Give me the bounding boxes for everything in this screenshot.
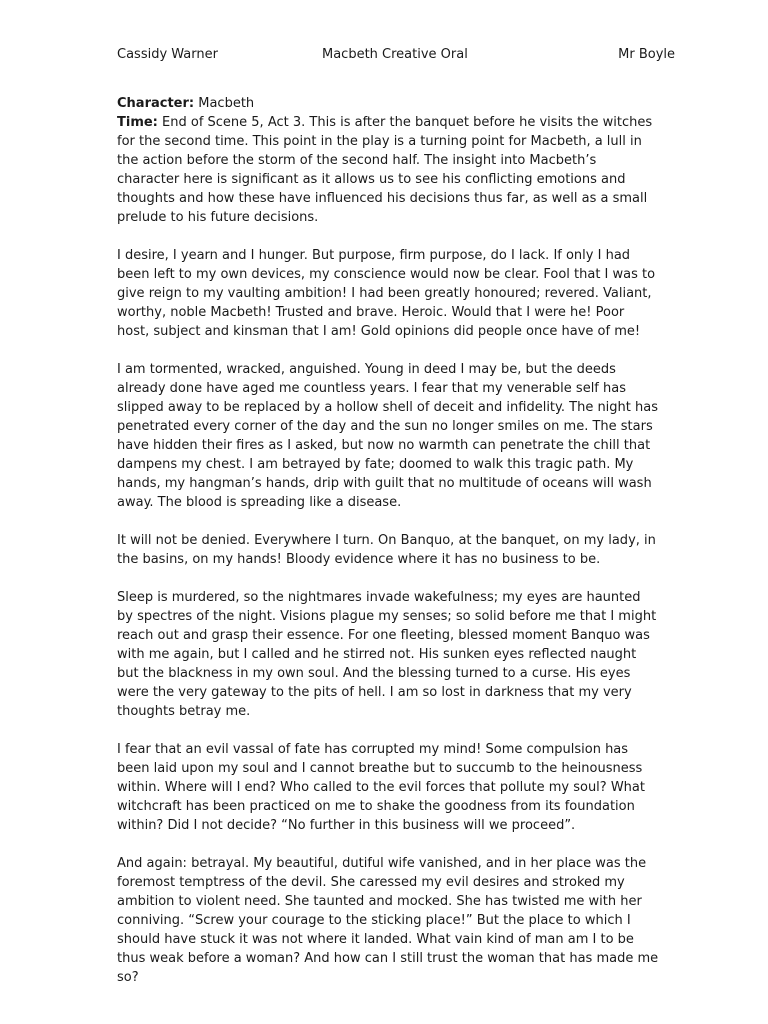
document-title: Macbeth Creative Oral [322,47,468,62]
body-paragraph: I am tormented, wracked, anguished. Young in deed I may be, but the deeds already done have aged me countless years. I fear that my venerable self has slipped away to be replaced by a hollow shell of deceit and infidelity. The night has penetrated every corner of the day and the sun no longer smiles on me. The stars have hidden their fires as I asked, but now no warmth can penetrate the chill that dampens my chest. I am betrayed by fate; doomed to walk this tragic path. My hands, my hangman’s hands, drip with guilt that no multitude of oceans will wash away. The blood is spreading like a disease. [117,362,658,510]
body-paragraph: I fear that an evil vassal of fate has corrupted my mind! Some compulsion has been laid upon my soul and I cannot breathe but to succumb to the heinousness within. Where will I end? Who called to the evil forces that pollute my soul? What witchcraft has been practiced on me to shake the goodness from its foundation within? Did I not decide? “No further in this business will we proceed”. [117,742,645,833]
body-paragraph: Sleep is murdered, so the nightmares invade wakefulness; my eyes are haunted by spectres of the night. Visions plague my senses; so solid before me that I might reach out and grasp their essence. For one fleeting, blessed moment Banquo was with me again, but I called and he stirred not. His sunken eyes reflected naught but the blackness in my own soul. And the blessing turned to a curse. His eyes were the very gateway to the pits of hell. I am so lost in darkness that my very thoughts betray me. [117,590,657,719]
character-line [117,94,659,113]
time-paragraph [117,113,659,227]
document-body [117,94,659,1006]
body-paragraph: It will not be denied. Everywhere I turn. On Banquo, at the banquet, on my lady, in the basins, on my hands! Bloody evidence where it has no business to be. [117,533,656,567]
character-value: Macbeth [194,96,255,111]
body-paragraph: I desire, I yearn and I hunger. But purpose, firm purpose, do I lack. If only I had been left to my own devices, my conscience would now be clear. Fool that I was to give reign to my vaulting ambition! I had been greatly honoured; revered. Valiant, worthy, noble Macbeth! Trusted and brave. Heroic. Would that I were he! Poor host, subject and kinsman that I am! Gold opinions did people once have of me! [117,248,656,339]
time-label: Time: [117,115,158,130]
time-value: End of Scene 5, Act 3. This is after the banquet before he visits the witches for the second time. This point in the play is a turning point for Macbeth, a lull in the action before the storm of the second half. The insight into Macbeth’s character here is significant as it allows us to see his conflicting emotions and thoughts and how these have influenced his decisions thus far, as well as a small prelude to his future decisions. [117,115,653,225]
author-name: Cassidy Warner [117,47,218,62]
body-paragraph: And again: betrayal. My beautiful, dutiful wife vanished, and in her place was the foremost temptress of the devil. She caressed my evil desires and stroked my ambition to violent need. She taunted and mocked. She has twisted me with her conniving. “Screw your courage to the sticking place!” But the place to which I should have stuck it was not where it landed. What vain kind of man am I to be thus weak before a woman? And how can I still trust the woman that has made me so? [117,856,659,985]
teacher-name: Mr Boyle [618,47,675,62]
page-header [117,45,675,65]
character-label: Character: [117,96,195,111]
